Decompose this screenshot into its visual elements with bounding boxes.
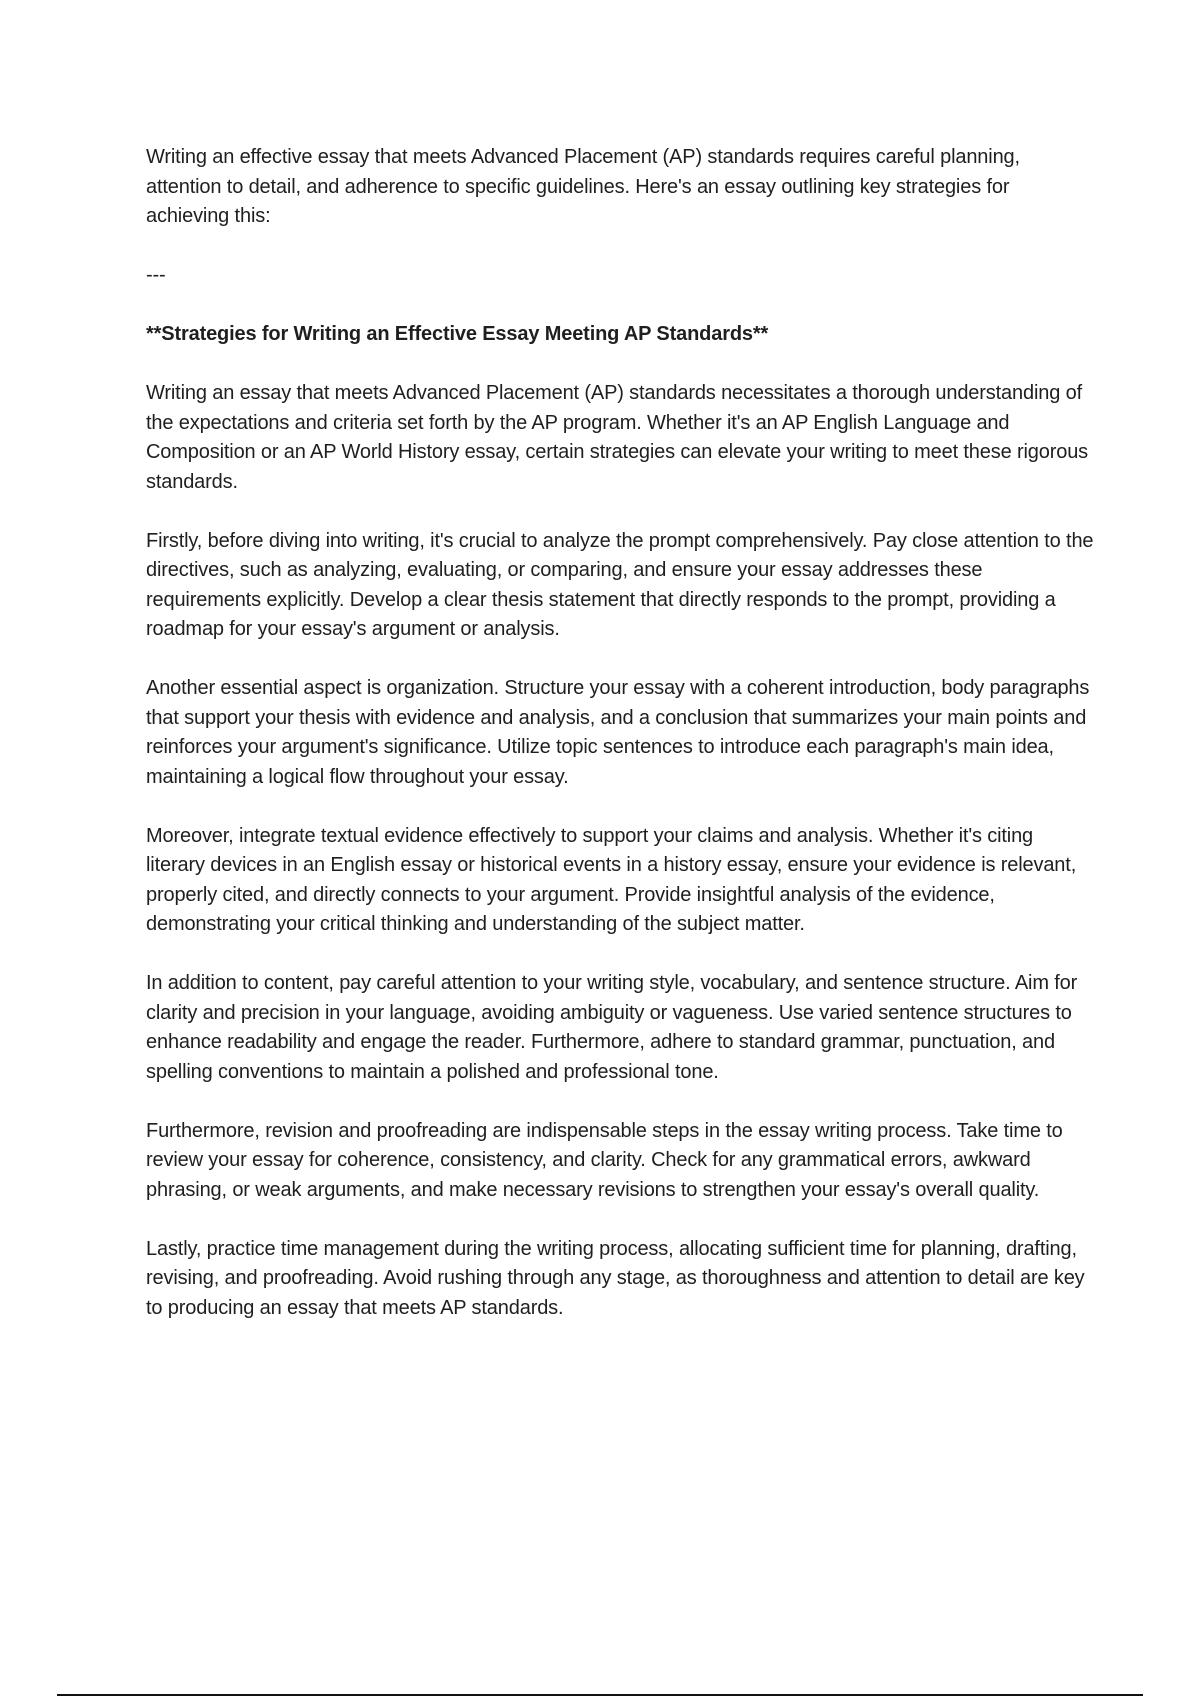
body-paragraph-4: Moreover, integrate textual evidence effectively to support your claims and analysis. Whether it's citing literary devices in an English essay or historical events in a history essay, ensure your evidence is relevant, properly cited, and directly connects to your argument. Provide insightful analysis of the evidence, demonstrating your critical thinking and understanding of the subject matter.: [146, 824, 1077, 935]
essay-heading: **Strategies for Writing an Effective Essay Meeting AP Standards**: [146, 323, 769, 345]
body-paragraph-5: In addition to content, pay careful attention to your writing style, vocabulary, and sentence structure. Aim for clarity and precision in your language, avoiding ambiguity or vagueness. Use varied sentence structures to enhance readability and engage the reader. Furthermore, adhere to standard grammar, punctuation, and spelling conventions to maintain a polished and professional tone.: [146, 972, 1078, 1083]
document-body: [146, 143, 1096, 1323]
body-paragraph-7: Lastly, practice time management during the writing process, allocating sufficient time for planning, drafting, revising, and proofreading. Avoid rushing through any stage, as thoroughness and attention to detail are key to producing an essay that meets AP standards.: [146, 1237, 1085, 1319]
body-paragraph-3: Another essential aspect is organization. Structure your essay with a coherent introduction, body paragraphs that support your thesis with evidence and analysis, and a conclusion that summarizes your main points and reinforces your argument's significance. Utilize topic sentences to introduce each paragraph's main idea, maintaining a logical flow throughout your essay.: [146, 677, 1090, 788]
body-paragraph-2: Firstly, before diving into writing, it's crucial to analyze the prompt comprehensively. Pay close attention to the directives, such as analyzing, evaluating, or comparing, and ensure your essay addresses these requirements explicitly. Develop a clear thesis statement that directly responds to the prompt, providing a roadmap for your essay's argument or analysis.: [146, 529, 1094, 640]
page-bottom-rule: [57, 1694, 1143, 1696]
separator: ---: [146, 264, 166, 286]
body-paragraph-6: Furthermore, revision and proofreading are indispensable steps in the essay writing process. Take time to review your essay for coherence, consistency, and clarity. Check for any grammatical errors, awkward phrasing, or weak arguments, and make necessary revisions to strengthen your essay's overall quality.: [146, 1119, 1063, 1201]
body-paragraph-1: Writing an essay that meets Advanced Placement (AP) standards necessitates a thorough understanding of the expectations and criteria set forth by the AP program. Whether it's an AP English Language and Composition or an AP World History essay, certain strategies can elevate your writing to meet these rigorous standards.: [146, 382, 1089, 493]
intro-paragraph: Writing an effective essay that meets Advanced Placement (AP) standards requires careful planning, attention to detail, and adherence to specific guidelines. Here's an essay outlining key strategies for achieving this:: [146, 146, 1020, 227]
